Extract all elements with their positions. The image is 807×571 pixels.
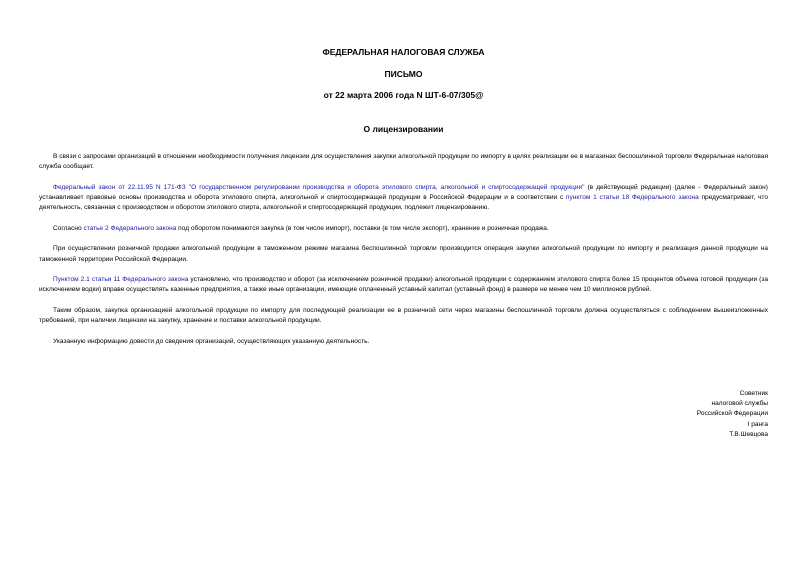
signature-line-3: Российской Федерации (696, 410, 768, 418)
agency-title: ФЕДЕРАЛЬНАЯ НАЛОГОВАЯ СЛУЖБА (322, 47, 485, 57)
article-11-link[interactable]: Пунктом 2.1 статьи 11 Федерального закона (53, 276, 189, 284)
paragraph-3-text-1: Согласно (53, 224, 84, 232)
signature-block (568, 389, 768, 440)
article-18-link[interactable]: пунктом 1 статьи 18 Федерального закона (565, 194, 699, 201)
doc-subject: О лицензировании (363, 124, 444, 134)
paragraph-2-text-1: (в действующей редакции) (далее - Федеральный закон) устанавливает правовые основы производства и оборота этилового спирта, алкогольной и спиртосодержащей продукции в Российской Федерации и в соответствии с (39, 183, 768, 201)
paragraph-2 (39, 183, 768, 214)
article-2-link[interactable]: статье 2 Федерального закона (83, 224, 177, 232)
signature-line-4: I ранга (747, 420, 768, 428)
signatory-name: Т.В.Шевцова (729, 430, 768, 438)
doc-type-title: ПИСЬМО (384, 69, 423, 79)
doc-date-number: от 22 марта 2006 года N ШТ-6-07/305@ (323, 90, 484, 100)
paragraph-7: Указанную информацию довести до сведения организаций, осуществляющих указанную деятельность. (53, 337, 370, 345)
signature-line-1: Советник (739, 390, 768, 397)
paragraph-5-text: установлено, что производство и оборот (за исключением розничной продажи) алкогольной продукции с содержанием этилового спирта более 15 процентов объема готовой продукции (за исключением водки) вправе осуществлять казенные предприятия, а также иные организации, имеющие оплаченный уставный капитал (уставный фонд) в размере не менее чем 10 миллионов рублей. (39, 276, 769, 294)
paragraph-1: В связи с запросами организаций в отношении необходимости получения лицензии для осуществления закупки алкогольной продукции по импорту в целях реализации ее в магазинах беспошлинной торговли Федеральная налоговая служба сообщает. (39, 153, 768, 171)
paragraph-6: Таким образом, закупка организацией алкогольной продукции по импорту для последующей реализации ее в розничной сети через магазины беспошлинной торговли должна осуществляться с соблюдением вышеизложенных требований, при наличии лицензии на закупку, хранение и поставки алкогольной продукции. (39, 306, 768, 325)
paragraph-3 (39, 224, 768, 234)
document-body (39, 152, 768, 357)
law-171-fz-link[interactable]: Федеральный закон от 22.11.95 N 171-ФЗ "О государственном регулировании производства и оборота этилового спирта, алкогольной и спиртосодержащей продукции" (53, 183, 585, 191)
paragraph-2-text-2: предусматривает, что деятельность, связанная с производством и оборотом этилового спирта, алкогольной и спиртосодержащей продукции, подлежит лицензированию. (39, 194, 768, 212)
paragraph-4: При осуществлении розничной продажи алкогольной продукции в таможенном режиме магазина беспошлинной торговли производится операция закупки алкогольной продукции по импорту и реализация данной продукции на таможенной территории Российской Федерации. (39, 245, 768, 263)
signature-line-2: налоговой службы (711, 400, 768, 408)
paragraph-3-text-2: под оборотом понимаются закупка (в том числе импорт), поставки (в том числе экспорт), хранение и розничная продажа. (176, 224, 549, 232)
paragraph-5 (39, 275, 768, 295)
